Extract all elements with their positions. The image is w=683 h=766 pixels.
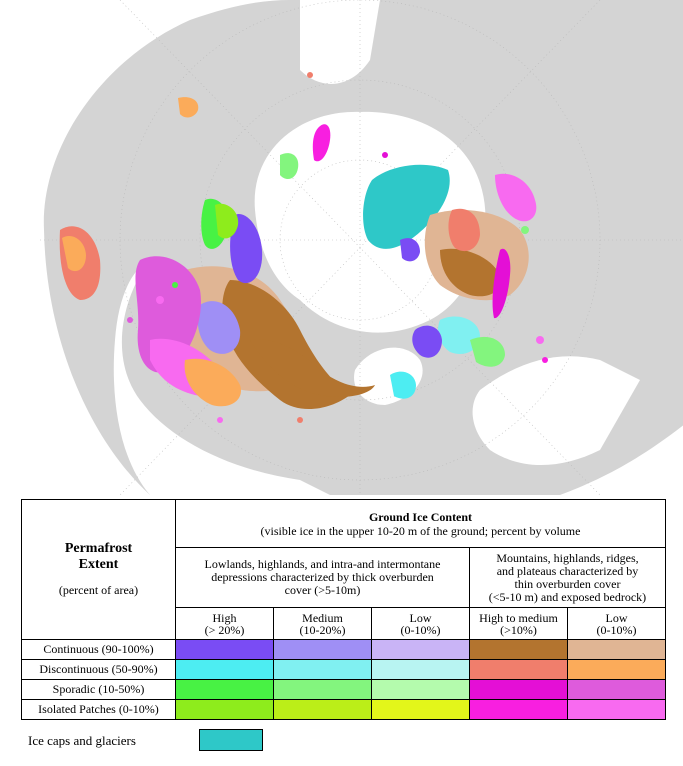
swatch [176, 640, 274, 660]
level-name: Low [409, 610, 432, 625]
ground-ice-header [176, 500, 666, 548]
row-label: Isolated Patches (0-10%) [22, 700, 176, 720]
swatch [568, 640, 666, 660]
permafrost-extent-title-1: Permafrost [64, 541, 133, 556]
legend-table [21, 499, 666, 720]
level-name: Low [605, 610, 628, 625]
group-mountains-line-2: and plateaus characterized by [496, 563, 639, 578]
level-header [568, 608, 666, 640]
swatch [372, 660, 470, 680]
swatch [274, 700, 372, 720]
level-header [274, 608, 372, 640]
row-continuous [22, 640, 666, 660]
swatch [372, 640, 470, 660]
group-mountains-line-4: (<5-10 m) and exposed bedrock) [488, 589, 647, 604]
swatch [568, 680, 666, 700]
swatch [470, 660, 568, 680]
ground-ice-title: Ground Ice Content [368, 510, 473, 524]
row-sporadic [22, 680, 666, 700]
swatch [176, 680, 274, 700]
group-lowlands-line-3: cover (>5-10m) [284, 583, 361, 598]
swatch [470, 700, 568, 720]
permafrost-extent-header [22, 500, 176, 640]
level-range: (0-10%) [596, 622, 637, 637]
swatch [568, 660, 666, 680]
group-lowlands [176, 548, 470, 608]
ground-ice-subtitle: (visible ice in the upper 10-20 m of the ground; percent by volume [260, 524, 581, 538]
row-label: Sporadic (10-50%) [22, 680, 176, 700]
group-mountains-line-3: thin overburden cover [514, 576, 621, 591]
permafrost-extent-title-2: Extent [78, 557, 119, 572]
permafrost-extent-subtitle: (percent of area) [58, 583, 139, 597]
level-name: High [212, 610, 237, 625]
level-range: (10-20%) [299, 622, 346, 637]
group-mountains-line-1: Mountains, highlands, ridges, [496, 550, 639, 565]
row-discontinuous [22, 660, 666, 680]
swatch [274, 640, 372, 660]
level-name: High to medium [479, 610, 558, 625]
swatch [568, 700, 666, 720]
swatch [274, 680, 372, 700]
group-lowlands-line-2: depressions characterized by thick overburden [211, 570, 434, 585]
swatch [176, 700, 274, 720]
level-header [372, 608, 470, 640]
row-isolated-patches [22, 700, 666, 720]
level-header [176, 608, 274, 640]
ice-caps-label: Ice caps and glaciers [28, 733, 136, 748]
swatch [372, 700, 470, 720]
group-lowlands-line-1: Lowlands, highlands, and intra-and intermontane [204, 557, 441, 572]
row-label: Discontinuous (50-90%) [22, 660, 176, 680]
level-range: (0-10%) [400, 622, 441, 637]
level-header [470, 608, 568, 640]
ice-caps-swatch [199, 729, 263, 751]
swatch [470, 680, 568, 700]
group-mountains [470, 548, 666, 608]
swatch [470, 640, 568, 660]
level-range: (> 20%) [204, 622, 245, 637]
row-label: Continuous (90-100%) [22, 640, 176, 660]
level-name: Medium [302, 610, 343, 625]
swatch [274, 660, 372, 680]
swatch [176, 660, 274, 680]
swatch [372, 680, 470, 700]
level-range: (>10%) [500, 622, 537, 637]
